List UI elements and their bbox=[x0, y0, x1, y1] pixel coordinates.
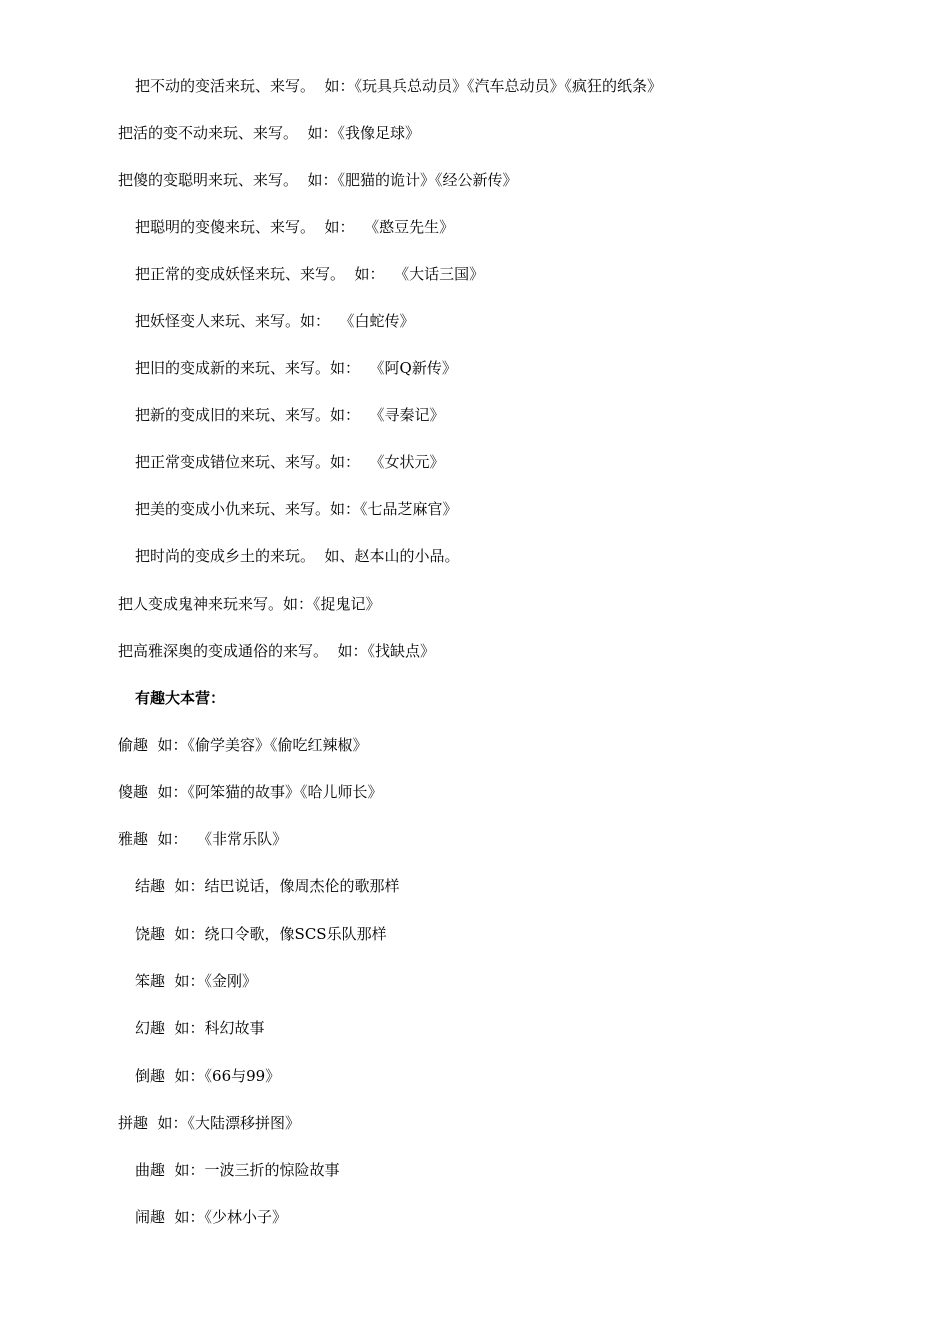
list-item: 饶趣 如：绕口令歌，像SCS乐队那样 bbox=[135, 925, 387, 943]
list-item: 傻趣 如：《阿笨猫的故事》《哈儿师长》 bbox=[118, 783, 383, 801]
paragraph-smart-to-silly: 把聪明的变傻来玩、来写。 如： 《憨豆先生》 bbox=[135, 218, 455, 236]
paragraph-animate-static: 把不动的变活来玩、来写。 如：《玩具兵总动员》《汽车总动员》《疯狂的纸条》 bbox=[135, 77, 663, 95]
list-item: 拼趣 如：《大陆漂移拼图》 bbox=[118, 1114, 301, 1132]
paragraph-old-to-new: 把旧的变成新的来玩、来写。如： 《阿Q新传》 bbox=[135, 359, 457, 377]
list-item: 笨趣 如：《金刚》 bbox=[135, 972, 258, 990]
list-item: 雅趣 如： 《非常乐队》 bbox=[118, 830, 288, 848]
paragraph-normal-to-monster: 把正常的变成妖怪来玩、来写。 如： 《大话三国》 bbox=[135, 265, 485, 283]
list-item: 幻趣 如：科幻故事 bbox=[135, 1019, 265, 1037]
paragraph-elegant-to-popular: 把高雅深奥的变成通俗的来写。 如：《找缺点》 bbox=[118, 642, 436, 660]
paragraph-new-to-old: 把新的变成旧的来玩、来写。如： 《寻秦记》 bbox=[135, 406, 445, 424]
list-item: 结趣 如：结巴说话，像周杰伦的歌那样 bbox=[135, 877, 400, 895]
list-item: 闹趣 如：《少林小子》 bbox=[135, 1208, 288, 1226]
paragraph-monster-to-human: 把妖怪变人来玩、来写。如： 《白蛇传》 bbox=[135, 312, 415, 330]
paragraph-freeze-living: 把活的变不动来玩、来写。 如：《我像足球》 bbox=[118, 124, 421, 142]
list-item: 曲趣 如：一波三折的惊险故事 bbox=[135, 1161, 340, 1179]
section-heading: 有趣大本营： bbox=[135, 689, 226, 707]
paragraph-human-to-ghost: 把人变成鬼神来玩来写。如：《捉鬼记》 bbox=[118, 595, 381, 613]
paragraph-fashion-to-rustic: 把时尚的变成乡土的来玩。 如、赵本山的小品。 bbox=[135, 547, 460, 565]
paragraph-silly-to-smart: 把傻的变聪明来玩、来写。 如：《肥猫的诡计》《经公新传》 bbox=[118, 171, 518, 189]
paragraph-normal-to-misplaced: 把正常变成错位来玩、来写。如： 《女状元》 bbox=[135, 453, 445, 471]
paragraph-beauty-to-clown: 把美的变成小仇来玩、来写。如：《七品芝麻官》 bbox=[135, 500, 458, 518]
list-item: 偷趣 如：《偷学美容》《偷吃红辣椒》 bbox=[118, 736, 368, 754]
list-item: 倒趣 如：《66与99》 bbox=[135, 1067, 281, 1085]
